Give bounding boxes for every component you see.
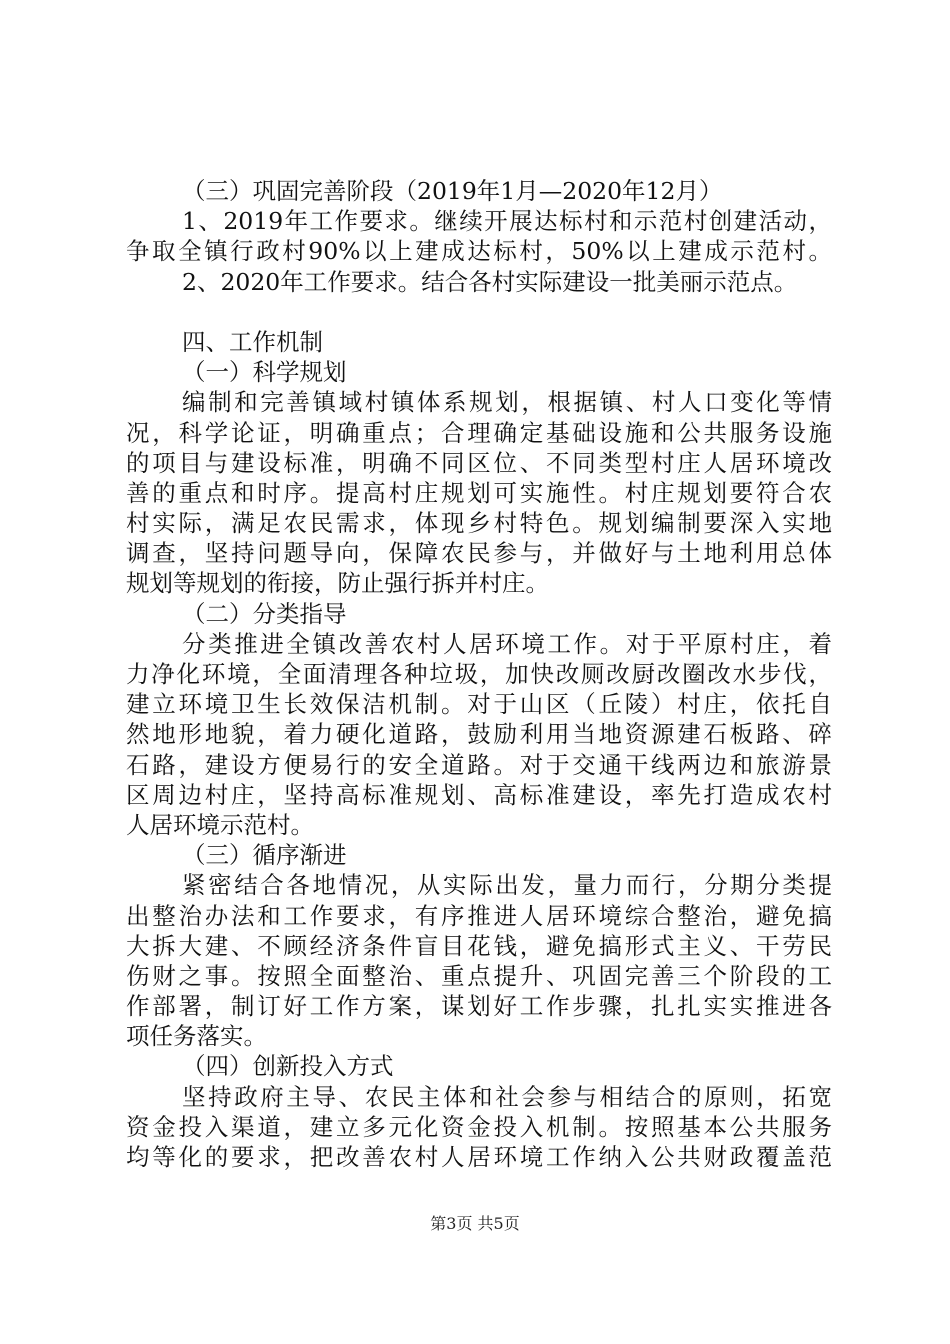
paragraph-line: 项任务落实。 — [126, 1022, 267, 1051]
paragraph-line: 建立环境卫生长效保洁机制。对于山区（丘陵）村庄，依托自 — [126, 690, 832, 719]
page-number-footer: 第3页 共5页 — [430, 1214, 520, 1233]
paragraph-line: 编制和完善镇域村镇体系规划，根据镇、村人口变化等情 — [182, 388, 832, 417]
paragraph-line: 力净化环境，全面清理各种垃圾，加快改厕改厨改圈改水步伐， — [126, 660, 832, 688]
paragraph-line: 规划等规划的衔接，防止强行拆并村庄。 — [126, 569, 549, 598]
paragraph-line: 分类推进全镇改善农村人居环境工作。对于平原村庄，着 — [182, 629, 832, 658]
blank-line — [126, 297, 832, 327]
paragraph-line: 伤财之事。按照全面整治、重点提升、巩固完善三个阶段的工 — [126, 961, 832, 990]
paragraph-line: 资金投入渠道，建立多元化资金投入机制。按照基本公共服务 — [126, 1112, 832, 1141]
paragraph-line: 调查，坚持问题导向，保障农民参与，并做好与土地利用总体 — [126, 539, 832, 568]
paragraph-line: 大拆大建、不顾经济条件盲目花钱，避免搞形式主义、干劳民 — [126, 931, 832, 960]
section-heading: （二）分类指导 — [182, 599, 347, 628]
paragraph-line: 石路，建设方便易行的安全道路。对于交通干线两边和旅游景 — [126, 750, 832, 779]
paragraph-line: 况，科学论证，明确重点；合理确定基础设施和公共服务设施 — [126, 418, 832, 447]
paragraph-line: 1、2019年工作要求。继续开展达标村和示范村创建活动， — [182, 207, 832, 236]
section-heading: （一）科学规划 — [182, 358, 347, 387]
section-heading: （四）创新投入方式 — [182, 1052, 394, 1081]
paragraph-line: 的项目与建设标准，明确不同区位、不同类型村庄人居环境改 — [126, 448, 832, 477]
section-heading: （三）循序渐进 — [182, 841, 347, 870]
paragraph-line: 坚持政府主导、农民主体和社会参与相结合的原则，拓宽 — [182, 1082, 832, 1111]
paragraph-line: 2、2020年工作要求。结合各村实际建设一批美丽示范点。 — [182, 267, 798, 296]
section-heading: （三）巩固完善阶段（2019年1月—2020年12月） — [182, 177, 723, 205]
paragraph-line: 作部署，制订好工作方案，谋划好工作步骤，扎扎实实推进各 — [126, 992, 832, 1021]
paragraph-line: 人居环境示范村。 — [126, 810, 314, 839]
paragraph-line: 争取全镇行政村90%以上建成达标村，50%以上建成示范村。 — [126, 237, 832, 266]
paragraph-line: 村实际，满足农民需求，体现乡村特色。规划编制要深入实地 — [126, 509, 832, 538]
paragraph-line: 紧密结合各地情况，从实际出发，量力而行，分期分类提 — [182, 871, 832, 900]
paragraph-line: 然地形地貌，着力硬化道路，鼓励利用当地资源建石板路、碎 — [126, 720, 832, 749]
paragraph-line: 善的重点和时序。提高村庄规划可实施性。村庄规划要符合农 — [126, 478, 832, 507]
chapter-heading: 四、工作机制 — [182, 327, 323, 356]
paragraph-line: 区周边村庄，坚持高标准规划、高标准建设，率先打造成农村 — [126, 780, 832, 809]
document-body — [126, 176, 832, 1172]
paragraph-line: 均等化的要求，把改善农村人居环境工作纳入公共财政覆盖范 — [126, 1143, 832, 1171]
paragraph-line: 出整治办法和工作要求，有序推进人居环境综合整治，避免搞 — [126, 901, 832, 930]
